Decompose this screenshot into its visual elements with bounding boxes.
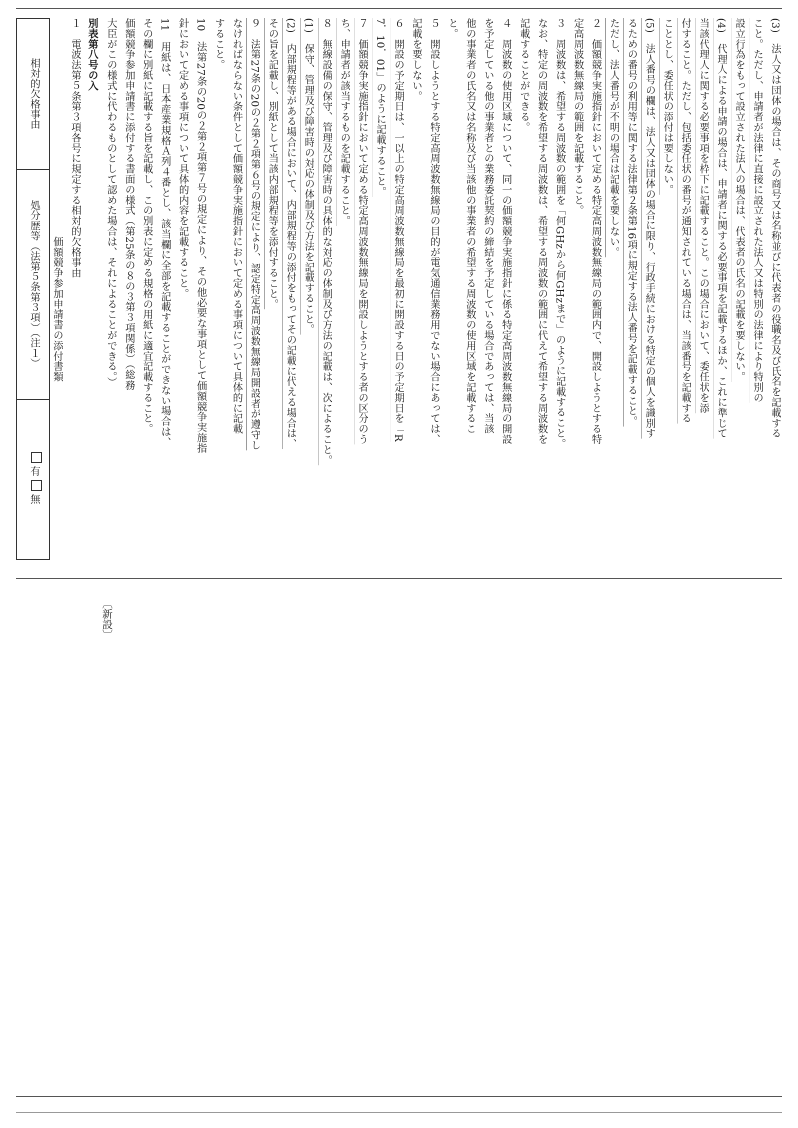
document-line: 当該代理人に関する必要事項を枠下に記載すること。この場合において、委任状を添	[697, 18, 709, 414]
document-line: こと。ただし、申請者が法律に直接に設立された法人又は特別の法律により特別の	[751, 18, 763, 403]
middle-rule	[16, 578, 782, 579]
document-line: 針において定める事項について具体的内容を記載すること。	[176, 18, 188, 299]
document-line: その欄に別紙に記載する旨を記載し、この別表に定める規格の用紙に適宜記載すること。	[140, 18, 152, 434]
document-line: ６ 開設の予定期日は、一以上の特定高周波数無線局を最初に開設する日の予定期日を「R	[392, 18, 404, 442]
document-line: ９ 法第27条の20の２第２項第６号の規定により、認定特定高周波数無線局開設者が遵守し	[248, 18, 260, 451]
document-line: 11 用紙は、日本産業規格Ａ列４番とし、該当欄に全部を記載することができない場合は、	[158, 18, 170, 448]
document-line: 価額競争参加申請書の添付書類	[51, 18, 62, 382]
table-cell-disqualification: 相対的欠格事由	[17, 19, 49, 170]
document-line: ３ 周波数は、希望する周波数の範囲を「何GHzから何GHzまで」のように記載すること。	[553, 18, 565, 449]
document-line: 定高周波数無線局の範囲を記載すること。	[571, 18, 583, 216]
bottom-rule	[16, 1096, 782, 1097]
document-line: １ 電波法第５条第３項各号に規定する相対的欠格事由	[68, 18, 80, 278]
document-line: ４ 周波数の使用区域について、同一の価額競争実施指針に係る特定高周波数無線局の開設	[499, 18, 511, 445]
document-line: 設立行為をもって設立された法人の場合は、代表者の氏名の記載を要しない。	[733, 18, 745, 382]
document-line: ７ 価額競争実施指針において定める特定高周波数無線局を開設しようとする者の区分のう	[356, 18, 368, 445]
document-line: ち、申請者が該当するものを記載すること。	[338, 18, 350, 226]
document-line: ５ 開設しようとする特定高周波数無線局の目的が電気通信業務用でない場合にあっては、	[427, 18, 439, 445]
document-line: と。	[445, 18, 457, 39]
document-line: 10 法第27条の20の２第２項第７号の規定により、その他必要な事項として価額競争実施指	[194, 18, 206, 454]
document-line: ８ 無線設備の保守、管理及び障害時の具体的な対応の体制及び方法の記載は、次によること。	[320, 18, 332, 466]
document-line: (1) 保守、管理及び障害時の対応の体制及び方法を記載すること。	[302, 18, 314, 335]
document-line: 記載することができる。	[517, 18, 529, 133]
new-provision-label: 〔新設〕	[101, 598, 113, 640]
document-line: 他の事業者の氏名又は名称及び当該他の事業者の希望する周波数の使用区域を記載するこ	[463, 18, 475, 434]
bottom-rule-thin	[16, 1112, 782, 1113]
document-line: (2) 内部規程等がある場合において、内部規程等の添付をもってその記載に代える場合は、	[284, 18, 296, 450]
document-line: なければならない条件として価額競争実施指針において定める事項について具体的に記載	[230, 18, 242, 434]
yes-checkbox[interactable]	[31, 452, 42, 463]
document-line: を予定している他の事業者との業務委託契約の締結を予定している場合であっては、当該	[481, 18, 493, 434]
table-cell-history: 処分歴等（法第５条第３項）（注１）	[17, 169, 49, 400]
disqualification-table	[16, 18, 50, 560]
document-line: (4) 代理人による申請の場合は、申請者に関する必要事項を記載するほか、これに準じて	[715, 18, 727, 439]
table-cell-checkboxes	[17, 399, 49, 558]
document-line: 付すること。ただし、包括委任状の番号が通知されている場合は、当該番号を記載する	[679, 18, 691, 424]
no-checkbox[interactable]	[31, 480, 42, 491]
document-line: 価額競争参加申請書に添付する書面の様式（第25条の８の３第３項関係）（総務	[122, 18, 134, 391]
no-label: 無	[28, 494, 39, 505]
document-line: (5) 法人番号の欄は、法人又は団体の場合に限り、行政手続における特定の個人を識別す	[643, 18, 655, 439]
document-line: すること。	[212, 18, 224, 70]
document-line: その旨を記載し、別紙として当該内部規程等を添付すること。	[266, 18, 278, 310]
document-line: 記載を要しない。	[410, 18, 421, 102]
document-line: 大臣がこの様式に代わるものとして認めた場合は、それによることができる。）	[104, 18, 116, 388]
document-line: 7．10．01」のように記載すること。	[374, 18, 386, 198]
document-line: るための番号の利用等に関する法律第２条第16項に規定する法人番号を記載すること。	[625, 18, 637, 427]
document-line: (3) 法人又は団体の場合は、その商号又は名称並びに代表者の役職名及び氏名を記載する	[769, 18, 780, 439]
document-line: ただし、法人番号が不明の場合は記載を要しない。	[607, 18, 619, 258]
yes-label: 有	[28, 466, 39, 477]
document-line: こととし、委任状の添付は要しない。	[661, 18, 673, 195]
document-line: 別表第八号の入	[85, 18, 98, 91]
document-line: なお、特定の周波数を希望する周波数は、希望する周波数の範囲に代えて希望する周波数を	[535, 18, 547, 445]
document-line: ２ 価額競争実施指針において定める特定高周波数無線局の範囲内で、開設しようとする特	[589, 18, 601, 445]
